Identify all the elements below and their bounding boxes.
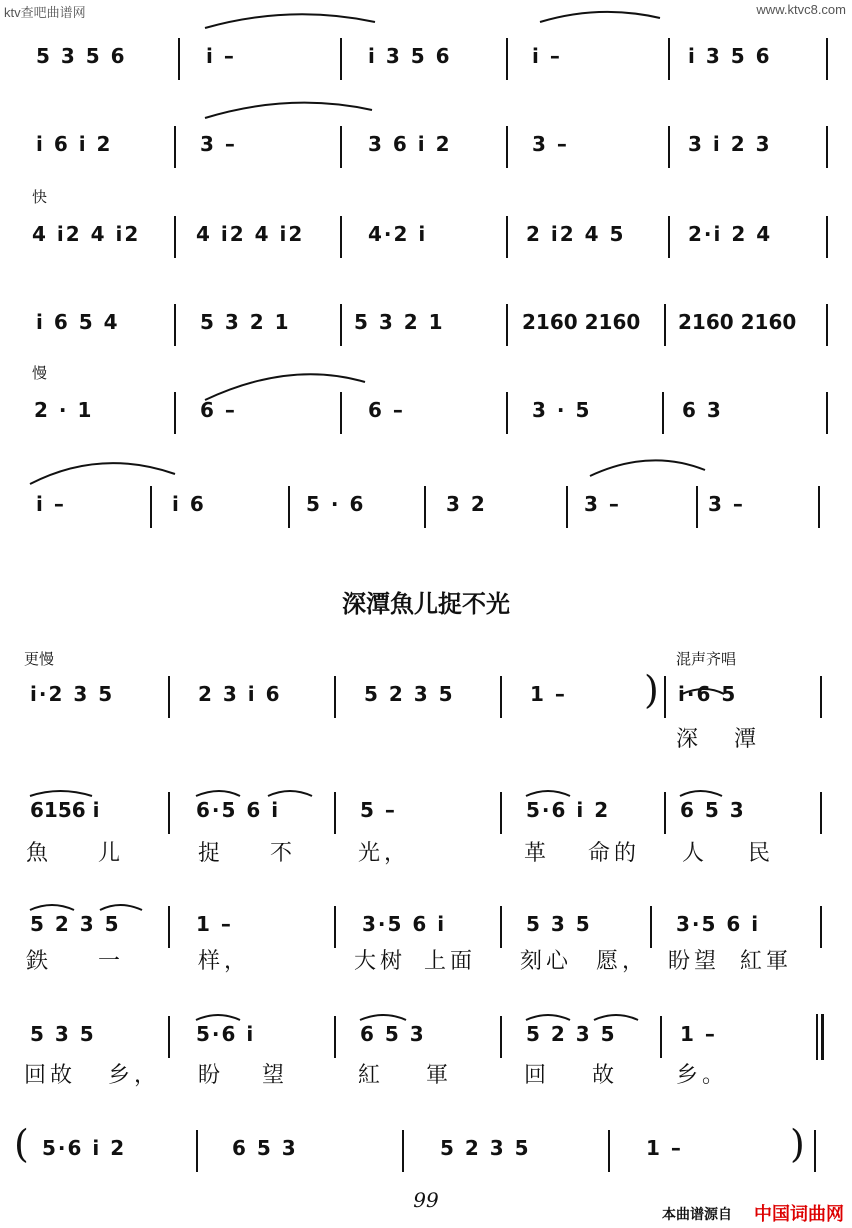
measure: 3·5 6 i bbox=[676, 912, 761, 936]
measure: 5 2 3 5 bbox=[440, 1136, 531, 1160]
measure: 3 i 2 3 bbox=[688, 132, 772, 156]
measure: 1 – bbox=[680, 1022, 717, 1046]
measure: 4 i2 4 i2 bbox=[32, 222, 141, 246]
measure: 6·5 6 i bbox=[196, 798, 281, 822]
lyric: 愿， bbox=[596, 949, 649, 974]
score-system-7: i·2 3 5 2 3 i 6 5 2 3 5 1 – ) i·6 5 bbox=[0, 668, 852, 718]
lyric: 望 bbox=[262, 1063, 289, 1088]
measure: i·6 5 bbox=[678, 682, 738, 706]
tempo-mark: 快 bbox=[32, 188, 48, 206]
lyric: 大树 bbox=[354, 949, 407, 974]
measure: i – bbox=[206, 44, 236, 68]
tempo-mark: 更慢 bbox=[24, 650, 55, 668]
lyric: 儿 bbox=[98, 841, 125, 866]
measure: i 6 5 4 bbox=[36, 310, 120, 334]
measure: 6 5 3 bbox=[680, 798, 746, 822]
lyric: 深 bbox=[676, 727, 703, 752]
measure: 5 3 2 1 bbox=[354, 310, 445, 334]
measure: 6 – bbox=[200, 398, 237, 422]
measure: 6 5 3 bbox=[360, 1022, 426, 1046]
measure: 3 – bbox=[200, 132, 237, 156]
measure: 1 – bbox=[646, 1136, 683, 1160]
song-title: 深潭魚儿捉不光 bbox=[342, 590, 510, 618]
lyric: 盼 bbox=[198, 1063, 225, 1088]
score-system-4 bbox=[0, 296, 852, 346]
measure: 2 · 1 bbox=[34, 398, 94, 422]
measure: 5 2 3 5 bbox=[526, 1022, 617, 1046]
lyric: 革 bbox=[524, 841, 551, 866]
lyric: 紅軍 bbox=[740, 949, 793, 974]
measure: i 6 i 2 bbox=[36, 132, 113, 156]
measure: i 3 5 6 bbox=[368, 44, 452, 68]
source-label: 本曲谱源自 bbox=[662, 1207, 732, 1223]
score-system-3 bbox=[0, 208, 852, 258]
score-system-5 bbox=[0, 384, 852, 434]
measure: 2·i 2 4 bbox=[688, 222, 773, 246]
lyric: 回 bbox=[524, 1063, 551, 1088]
lyric: 上面 bbox=[424, 949, 477, 974]
measure: 5 · 6 bbox=[306, 492, 366, 516]
measure: 5 – bbox=[360, 798, 397, 822]
measure: 1 – bbox=[530, 682, 567, 706]
score-system-8 bbox=[0, 784, 852, 834]
lyric: 鉄 bbox=[26, 949, 53, 974]
lyric: 一 bbox=[98, 949, 125, 974]
lyric: 回故 bbox=[24, 1063, 77, 1088]
lyric: 民 bbox=[748, 841, 775, 866]
measure: 5 2 3 5 bbox=[364, 682, 455, 706]
lyric: 刻心 bbox=[520, 949, 573, 974]
tempo-mark: 慢 bbox=[32, 364, 48, 382]
measure: 5 3 2 1 bbox=[200, 310, 291, 334]
brand-logo[interactable]: 中国词曲网 bbox=[754, 1204, 844, 1225]
lyric: 軍 bbox=[426, 1063, 453, 1088]
page-number: 99 bbox=[413, 1188, 439, 1212]
score-system-1 bbox=[0, 30, 852, 80]
measure: 5·6 i bbox=[196, 1022, 256, 1046]
measure: 3 · 5 bbox=[532, 398, 592, 422]
measure: 1 – bbox=[196, 912, 233, 936]
measure: 6 3 bbox=[682, 398, 723, 422]
watermark-right: www.ktvc8.com bbox=[756, 2, 846, 17]
measure: 3·5 6 i bbox=[362, 912, 447, 936]
measure: i – bbox=[532, 44, 562, 68]
measure: 2160 2160 bbox=[522, 310, 641, 334]
lyric: 乡。 bbox=[676, 1063, 729, 1088]
measure: 2 i2 4 5 bbox=[526, 222, 626, 246]
measure: 3 – bbox=[708, 492, 745, 516]
measure: 3 – bbox=[584, 492, 621, 516]
measure: i – bbox=[36, 492, 66, 516]
score-system-6 bbox=[0, 478, 852, 528]
lyric: 命的 bbox=[588, 841, 641, 866]
lyric: 魚 bbox=[26, 841, 53, 866]
lyric: 样， bbox=[198, 949, 251, 974]
lyric: 紅 bbox=[358, 1063, 385, 1088]
measure: 4 i2 4 i2 bbox=[196, 222, 305, 246]
measure: 2 3 i 6 bbox=[198, 682, 282, 706]
voice-marking: 混声齐唱 bbox=[676, 650, 737, 668]
lyric: 故 bbox=[592, 1063, 619, 1088]
measure: 5 2 3 5 bbox=[30, 912, 121, 936]
measure: 6 – bbox=[368, 398, 405, 422]
measure: 5·6 i 2 bbox=[526, 798, 611, 822]
measure: 4·2 i bbox=[368, 222, 428, 246]
watermark-left: ktv查吧曲谱网 bbox=[4, 5, 86, 20]
measure: 2160 2160 bbox=[678, 310, 797, 334]
measure: 3 2 bbox=[446, 492, 487, 516]
lyric: 盼望 bbox=[668, 949, 721, 974]
measure: i 6 bbox=[172, 492, 206, 516]
lyric: 光， bbox=[358, 841, 411, 866]
measure: 5 3 5 6 bbox=[36, 44, 127, 68]
measure: i·2 3 5 bbox=[30, 682, 115, 706]
measure: i 3 5 6 bbox=[688, 44, 772, 68]
score-system-9 bbox=[0, 898, 852, 948]
score-system-11: ( 5·6 i 2 6 5 3 5 2 3 5 1 – ) bbox=[0, 1122, 852, 1172]
lyric: 不 bbox=[270, 841, 297, 866]
measure: 3 – bbox=[532, 132, 569, 156]
measure: 5 3 5 bbox=[30, 1022, 96, 1046]
score-system-10 bbox=[0, 1008, 852, 1058]
lyric: 潭 bbox=[734, 727, 761, 752]
measure: 3 6 i 2 bbox=[368, 132, 452, 156]
measure: 6156 i bbox=[30, 798, 100, 822]
lyric: 捉 bbox=[198, 841, 225, 866]
lyric: 乡， bbox=[108, 1063, 161, 1088]
lyric: 人 bbox=[682, 841, 709, 866]
score-system-2 bbox=[0, 118, 852, 168]
measure: 5·6 i 2 bbox=[42, 1136, 127, 1160]
measure: 5 3 5 bbox=[526, 912, 592, 936]
measure: 6 5 3 bbox=[232, 1136, 298, 1160]
